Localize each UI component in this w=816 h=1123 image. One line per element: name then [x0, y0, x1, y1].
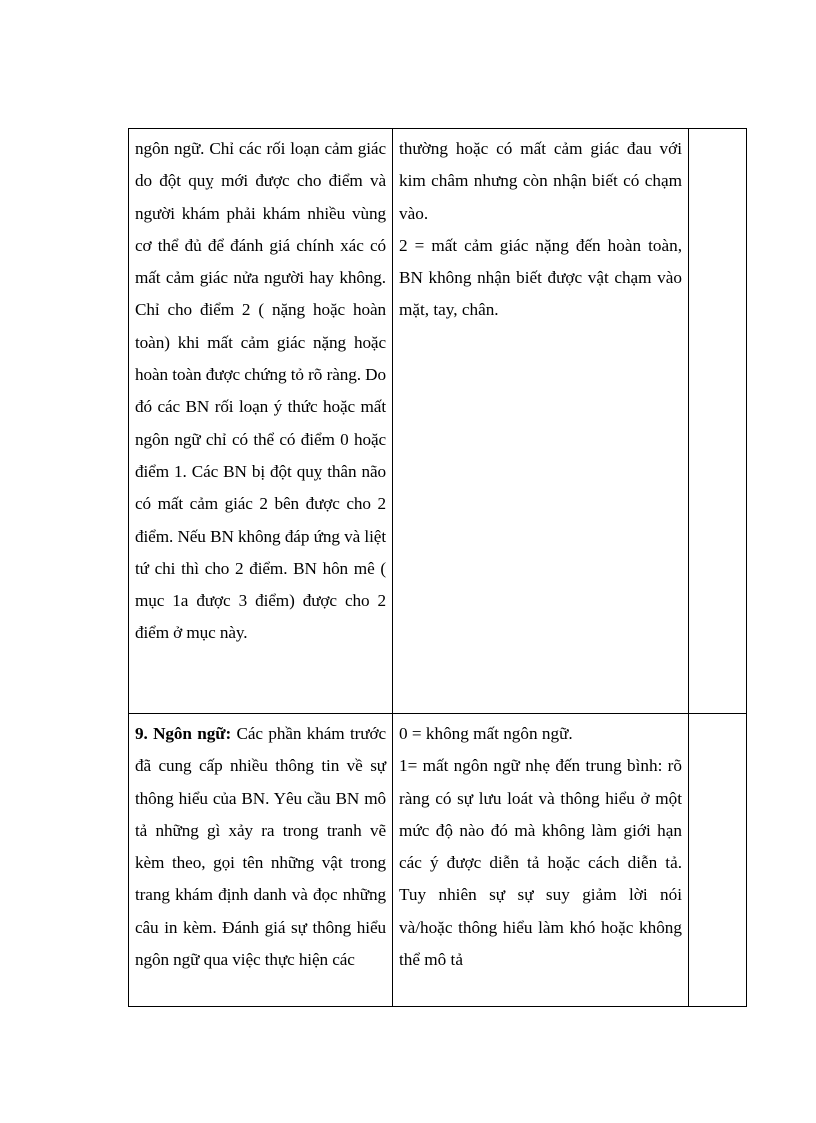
- score-cell: [689, 714, 747, 1007]
- nihss-scale-table: [128, 128, 747, 1007]
- item-text: ngôn ngữ. Chỉ các rối loạn cảm giác do đột quỵ mới được cho điểm và người khám phải khám nhiều vùng cơ thể đủ để đánh giá chính xác có mất cảm giác nửa người hay không. Chỉ cho điểm 2 ( nặng hoặc hoàn toàn) khi mất cảm giác nặng hoặc hoàn toàn được chứng tỏ rõ ràng. Do đó các BN rối loạn ý thức hoặc mất ngôn ngữ chỉ có thể có điểm 0 hoặc điểm 1. Các BN bị đột quỵ thân não có mất cảm giác 2 bên được cho 2 điểm. Nếu BN không đáp ứng và liệt tứ chi thì cho 2 điểm. BN hôn mê ( mục 1a được 3 điểm) được cho 2 điểm ở mục này.: [135, 139, 386, 643]
- table-row-language: [129, 714, 747, 1007]
- scoring-cell: [393, 129, 689, 714]
- score-cell: [689, 129, 747, 714]
- item-text: Các phần khám trước đã cung cấp nhiều thông tin về sự thông hiểu của BN. Yêu cầu BN mô tả những gì xảy ra trong tranh vẽ kèm theo, gọi tên những vật trong trang khám định danh và đọc những câu in kèm. Đánh giá sự thông hiểu ngôn ngữ qua việc thực hiện các: [135, 724, 386, 970]
- scoring-paragraph: 0 = không mất ngôn ngữ.: [399, 724, 573, 743]
- scoring-cell: [393, 714, 689, 1007]
- scoring-paragraph: 2 = mất cảm giác nặng đến hoàn toàn, BN không nhận biết được vật chạm vào mặt, tay, chân.: [399, 235, 682, 320]
- instruction-cell: [129, 714, 393, 1007]
- scoring-paragraph: thường hoặc có mất cảm giác đau với kim châm nhưng còn nhận biết có chạm vào.: [399, 139, 682, 223]
- table-row-sensory: [129, 129, 747, 714]
- item-heading: 9. Ngôn ngữ:: [135, 724, 232, 743]
- instruction-cell: [129, 129, 393, 714]
- scoring-paragraph: 1= mất ngôn ngữ nhẹ đến trung bình: rõ ràng có sự lưu loát và thông hiểu ở một mức độ nào đó mà không làm giới hạn các ý được diễn tả hoặc cách diễn tả. Tuy nhiên sự sự suy giảm lời nói và/hoặc thông hiểu làm khó hoặc không thể mô tả: [399, 756, 682, 970]
